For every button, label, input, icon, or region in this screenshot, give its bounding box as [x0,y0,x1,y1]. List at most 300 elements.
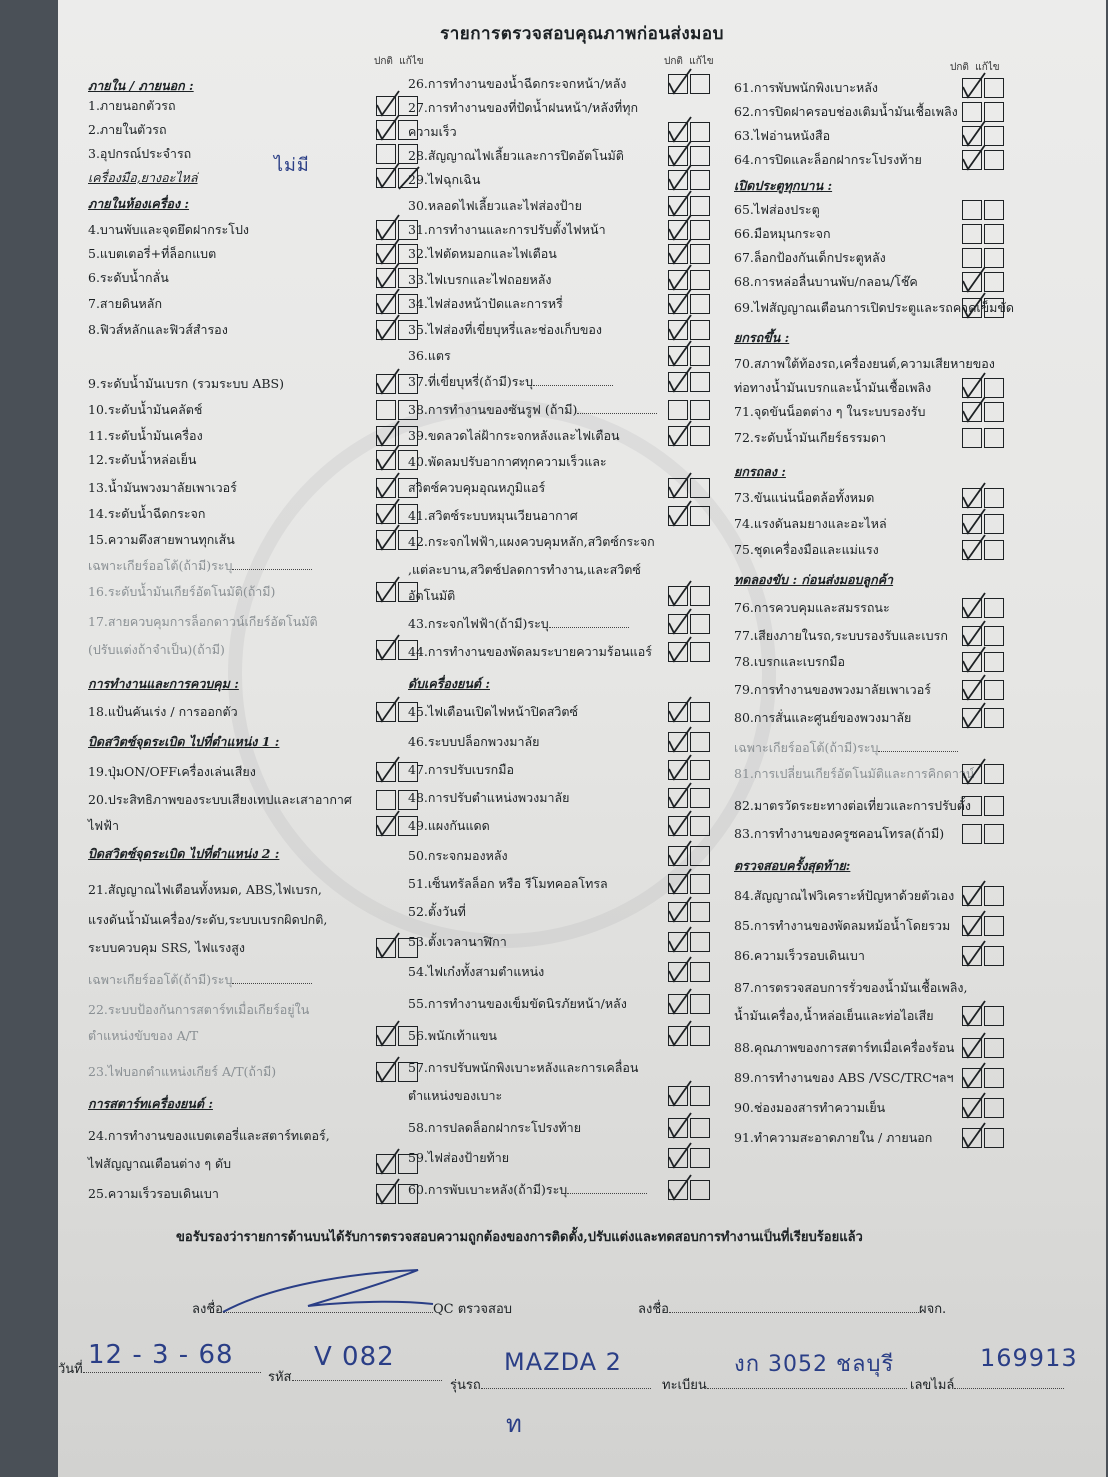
item-label: 61.การพับพนักพิงเบาะหลัง [734,80,878,95]
ok-checkbox[interactable] [668,506,688,526]
fix-checkbox[interactable] [984,224,1004,244]
ok-checkbox[interactable] [962,598,982,618]
section-heading [734,178,832,194]
ok-checkbox[interactable] [668,642,688,662]
fix-checkbox[interactable] [984,428,1004,448]
ok-checkbox[interactable] [962,428,982,448]
handwritten-date: 12 - 3 - 68 [88,1340,234,1370]
ok-checkbox[interactable] [962,652,982,672]
col2-header [664,54,714,69]
ok-fix-checkbox-pair [962,824,1006,844]
ok-checkbox[interactable] [376,640,396,660]
item-label: 37.ที่เขี่ยบุหรี่(ถ้ามี)ระบุ [408,374,534,389]
mileage-field[interactable] [954,1388,1064,1389]
fix-checkbox[interactable] [984,378,1004,398]
item-label: 34.ไฟส่องหน้าปัดและการหรี่ [408,296,563,311]
fix-checkbox[interactable] [690,1148,710,1168]
fix-checkbox[interactable] [984,626,1004,646]
ok-fix-checkbox-pair [962,224,1006,244]
ok-fix-checkbox-pair [962,200,1006,220]
item-label: บิดสวิตซ์จุดระเบิด ไปที่ตำแหน่ง 2 : [88,846,280,861]
ok-checkbox[interactable] [376,168,396,188]
checklist-item [408,100,638,116]
fix-checkbox[interactable] [690,702,710,722]
ok-checkbox[interactable] [668,372,688,392]
fix-checkbox[interactable] [690,788,710,808]
checklist-item [734,250,886,266]
ok-checkbox[interactable] [668,846,688,866]
date-field[interactable] [83,1372,261,1373]
ok-checkbox[interactable] [668,816,688,836]
handwritten-note: ไม่มี [274,155,310,176]
plate-label: ทะเบียน [662,1378,707,1393]
checklist-item [408,996,627,1012]
item-label: 1.ภายนอกตัวรถ [88,98,176,113]
fix-checkbox[interactable] [690,294,710,314]
ok-checkbox[interactable] [962,1098,982,1118]
checklist-item [408,454,607,470]
fix-checkbox[interactable] [690,400,710,420]
fix-checkbox[interactable] [690,932,710,952]
ok-checkbox[interactable] [376,478,396,498]
ok-checkbox[interactable] [962,886,982,906]
fix-checkbox[interactable] [984,272,1004,292]
ok-checkbox[interactable] [962,102,982,122]
specify-field[interactable] [232,983,312,984]
fix-checkbox[interactable] [984,946,1004,966]
checklist-item [88,792,352,808]
item-label: 56.พนักเท้าแขน [408,1028,497,1043]
checklist-item [88,940,245,956]
ok-checkbox[interactable] [668,760,688,780]
ok-checkbox[interactable] [668,702,688,722]
item-label: ภายในห้องเครื่อง : [88,196,190,211]
ok-checkbox[interactable] [962,1128,982,1148]
checklist-item [734,404,925,420]
fix-checkbox[interactable] [984,598,1004,618]
item-label: อัตโนมัติ [408,588,456,603]
ok-checkbox[interactable] [962,298,982,318]
item-label: 26.การทำงานของน้ำฉีดกระจกหน้า/หลัง [408,76,627,91]
qc-label: QC ตรวจสอบ [432,1302,513,1317]
ok-fix-checkbox-pair [668,732,712,752]
ok-checkbox[interactable] [668,902,688,922]
checklist-item [408,562,641,578]
item-label: 82.มาตรวัดระยะทางต่อเที่ยวและการปรับตั้ง [734,798,971,813]
item-label: 69.ไฟสัญญาณเตือนการเปิดประตูและรถคาดเข็มขัด [734,300,1015,315]
ok-checkbox[interactable] [962,150,982,170]
ok-checkbox[interactable] [962,488,982,508]
ok-checkbox[interactable] [668,478,688,498]
ok-checkbox[interactable] [962,126,982,146]
ok-fix-checkbox-pair [668,244,712,264]
fix-checkbox[interactable] [984,488,1004,508]
ok-fix-checkbox-pair [962,102,1006,122]
item-label: 2.ภายในตัวรถ [88,122,167,137]
ok-fix-checkbox-pair [668,294,712,314]
item-label: (ปรับแต่งถ้าจำเป็น)(ถ้ามี) [88,642,225,657]
fix-checkbox[interactable] [690,1026,710,1046]
fix-checkbox[interactable] [690,586,710,606]
fix-checkbox[interactable] [690,1118,710,1138]
item-label: ทดลองขับ : ก่อนส่งมอบลูกค้า [734,572,894,587]
checklist-item [408,480,545,496]
ok-checkbox[interactable] [376,244,396,264]
ok-checkbox[interactable] [376,762,396,782]
item-label: 70.สภาพใต้ท้องรถ,เครื่องยนต์,ความเสียหายของ [734,356,995,371]
ok-fix-checkbox-pair [962,428,1006,448]
ok-checkbox[interactable] [962,1038,982,1058]
item-label: 53.ตั้งเวลานาฬิกา [408,934,507,949]
ok-checkbox[interactable] [376,220,396,240]
fix-checkbox[interactable] [984,298,1004,318]
fix-checkbox[interactable] [690,642,710,662]
ok-checkbox[interactable] [376,144,396,164]
fix-checkbox[interactable] [690,962,710,982]
fix-checkbox[interactable] [984,796,1004,816]
fix-checkbox[interactable] [690,506,710,526]
ok-fix-checkbox-pair [962,248,1006,268]
ok-checkbox[interactable] [376,582,396,602]
ok-checkbox[interactable] [668,874,688,894]
checklist-item [408,904,466,920]
ok-checkbox[interactable] [668,586,688,606]
fix-checkbox[interactable] [690,1180,710,1200]
ok-checkbox[interactable] [962,680,982,700]
header-ok-label: ปกติ [664,56,683,67]
ok-checkbox[interactable] [962,764,982,784]
fix-checkbox[interactable] [690,270,710,290]
ok-checkbox[interactable] [668,74,688,94]
ok-checkbox[interactable] [376,938,396,958]
ok-fix-checkbox-pair [668,994,712,1014]
fix-checkbox[interactable] [690,372,710,392]
item-label: 18.แป้นคันเร่ง / การออกตัว [88,704,238,719]
item-label: 57.การปรับพนักพิงเบาะหลังและการเคลื่อน [408,1060,639,1075]
fix-checkbox[interactable] [690,614,710,634]
ok-checkbox[interactable] [962,378,982,398]
checklist-item [408,734,539,750]
ok-checkbox[interactable] [376,450,396,470]
item-label: 23.ไฟบอกตำแหน่งเกียร์ A/T(ถ้ามี) [88,1064,277,1079]
checklist-item [734,918,950,934]
ok-checkbox[interactable] [668,1026,688,1046]
specify-field[interactable] [577,413,657,414]
page-title: รายการตรวจสอบคุณภาพก่อนส่งมอบ [440,24,724,44]
fix-checkbox[interactable] [690,846,710,866]
checklist-item [734,682,931,698]
fix-checkbox[interactable] [690,1086,710,1106]
fix-checkbox[interactable] [984,708,1004,728]
ok-checkbox[interactable] [962,272,982,292]
checklist-item [408,1088,502,1104]
checklist-item [734,740,958,756]
ok-checkbox[interactable] [376,1026,396,1046]
fix-checkbox[interactable] [984,1006,1004,1026]
ok-fix-checkbox-pair [668,1026,712,1046]
fix-checkbox[interactable] [984,1038,1004,1058]
ok-checkbox[interactable] [668,932,688,952]
model-label: รุ่นรถ [450,1378,481,1393]
ok-checkbox[interactable] [668,294,688,314]
ok-checkbox[interactable] [376,530,396,550]
ok-checkbox[interactable] [376,120,396,140]
ok-checkbox[interactable] [376,400,396,420]
ok-checkbox[interactable] [376,426,396,446]
fix-checkbox[interactable] [690,244,710,264]
item-label: ตำแหน่งขับของ A/T [88,1028,199,1043]
ok-checkbox[interactable] [962,1006,982,1026]
ok-fix-checkbox-pair [962,78,1006,98]
ok-checkbox[interactable] [962,946,982,966]
fix-checkbox[interactable] [690,220,710,240]
checklist-item [408,172,480,188]
fix-checkbox[interactable] [984,150,1004,170]
ok-checkbox[interactable] [962,248,982,268]
fix-checkbox[interactable] [690,994,710,1014]
ok-checkbox[interactable] [668,170,688,190]
item-label: 72.ระดับน้ำมันเกียร์ธรรมดา [734,430,887,445]
ok-checkbox[interactable] [962,916,982,936]
fix-checkbox[interactable] [690,732,710,752]
item-label: 83.การทำงานของครูซคอนโทรล(ถ้ามี) [734,826,945,841]
item-label: เครื่องมือ,ยางอะไหล่ [88,170,198,185]
section-heading [88,846,279,862]
item-label: ท่อทางน้ำมันเบรกและน้ำมันเชื้อเพลิง [734,380,932,395]
checklist-item [88,614,318,630]
fix-checkbox[interactable] [690,816,710,836]
checklist-item [734,1070,954,1086]
ok-checkbox[interactable] [962,200,982,220]
ok-checkbox[interactable] [668,788,688,808]
ok-checkbox[interactable] [668,244,688,264]
fix-checkbox[interactable] [984,680,1004,700]
checklist-item [88,452,196,468]
ok-fix-checkbox-pair [962,378,1006,398]
checklist-item [734,766,974,782]
fix-checkbox[interactable] [690,320,710,340]
item-label: 63.ไฟอ่านหนังสือ [734,128,831,143]
ok-fix-checkbox-pair [668,1148,712,1168]
item-label: 89.การทำงานของ ABS /VSC/TRCฯลฯ [734,1070,954,1085]
ok-checkbox[interactable] [376,702,396,722]
specify-field[interactable] [232,569,312,570]
item-label: 32.ไฟตัดหมอกและไฟเตือน [408,246,557,261]
ok-checkbox[interactable] [962,708,982,728]
ok-fix-checkbox-pair [668,170,712,190]
fix-checkbox[interactable] [984,886,1004,906]
fix-checkbox[interactable] [690,902,710,922]
checklist-item [88,1002,309,1018]
ok-checkbox[interactable] [668,146,688,166]
fix-checkbox[interactable] [984,1128,1004,1148]
ok-checkbox[interactable] [376,268,396,288]
checklist-item [734,654,845,670]
checklist-item [88,912,327,928]
item-label: 71.จุดขันน็อตต่าง ๆ ในระบบรองรับ [734,404,926,419]
ok-checkbox[interactable] [376,320,396,340]
ok-checkbox[interactable] [376,96,396,116]
ok-fix-checkbox-pair [668,122,712,142]
ok-checkbox[interactable] [376,790,396,810]
item-label: 90.ช่องมองสารทำความเย็น [734,1100,886,1115]
fix-checkbox[interactable] [984,540,1004,560]
checklist-item [88,402,202,418]
ok-fix-checkbox-pair [668,478,712,498]
specify-field[interactable] [533,385,613,386]
checklist-item [408,198,582,214]
fix-checkbox[interactable] [984,514,1004,534]
item-label: 80.การสั่นและศูนย์ของพวงมาลัย [734,710,912,725]
fix-checkbox[interactable] [984,652,1004,672]
fix-checkbox[interactable] [984,200,1004,220]
item-label: 29.ไฟฉุกเฉิน [408,172,481,187]
ok-fix-checkbox-pair [668,400,712,420]
checklist-item [734,826,944,842]
manager-signature-field[interactable] [669,1312,919,1313]
fix-checkbox[interactable] [984,248,1004,268]
specify-field[interactable] [549,627,629,628]
ok-checkbox[interactable] [376,816,396,836]
header-ok-label: ปกติ [374,56,393,67]
ok-checkbox[interactable] [668,122,688,142]
checklist-item [734,628,948,644]
fix-checkbox[interactable] [984,764,1004,784]
fix-checkbox[interactable] [690,478,710,498]
ok-checkbox[interactable] [376,1154,396,1174]
ok-fix-checkbox-pair [668,902,712,922]
checklist-item [88,764,256,780]
fix-checkbox[interactable] [690,74,710,94]
item-label: 11.ระดับน้ำมันเครื่อง [88,428,203,443]
specify-field[interactable] [878,751,958,752]
fix-checkbox[interactable] [984,824,1004,844]
section-heading [88,196,189,212]
ok-checkbox[interactable] [962,824,982,844]
col1-header [374,54,424,69]
item-label: 9.ระดับน้ำมันเบรก (รวมระบบ ABS) [88,376,284,391]
fix-checkbox[interactable] [984,402,1004,422]
ok-fix-checkbox-pair [962,150,1006,170]
ok-checkbox[interactable] [668,1148,688,1168]
ok-checkbox[interactable] [376,294,396,314]
ok-checkbox[interactable] [668,1086,688,1106]
ok-checkbox[interactable] [668,962,688,982]
ok-checkbox[interactable] [962,402,982,422]
plate-field[interactable] [707,1388,907,1389]
checklist-item [88,506,205,522]
item-label: ยกรถลง : [734,464,786,479]
ok-checkbox[interactable] [376,504,396,524]
ok-checkbox[interactable] [668,614,688,634]
checklist-item [88,480,237,496]
item-label: 43.กระจกไฟฟ้า(ถ้ามี)ระบุ [408,616,549,631]
fix-checkbox[interactable] [690,346,710,366]
ok-checkbox[interactable] [962,514,982,534]
fix-checkbox[interactable] [690,426,710,446]
ok-checkbox[interactable] [962,540,982,560]
ok-checkbox[interactable] [668,426,688,446]
fix-checkbox[interactable] [984,78,1004,98]
fix-checkbox[interactable] [690,170,710,190]
checklist-item [734,356,995,372]
header-fix-label: แก้ไข [975,62,1000,73]
specify-field[interactable] [567,1193,647,1194]
fix-checkbox[interactable] [984,1068,1004,1088]
ok-checkbox[interactable] [668,1180,688,1200]
fix-checkbox[interactable] [690,874,710,894]
ok-checkbox[interactable] [668,346,688,366]
ok-checkbox[interactable] [376,374,396,394]
header-ok-label: ปกติ [950,62,969,73]
ok-checkbox[interactable] [668,400,688,420]
checklist-item [734,1008,934,1024]
code-field[interactable] [292,1380,442,1381]
checklist-item [88,222,249,238]
item-label: 12.ระดับน้ำหล่อเย็น [88,452,197,467]
checklist-item [88,818,119,834]
ok-checkbox[interactable] [962,224,982,244]
sign-label-2: ลงชื่อ [638,1302,669,1317]
fix-checkbox[interactable] [984,126,1004,146]
ok-checkbox[interactable] [376,1184,396,1204]
ok-fix-checkbox-pair [668,372,712,392]
ok-checkbox[interactable] [668,220,688,240]
item-label: 47.การปรับเบรกมือ [408,762,514,777]
model-field[interactable] [481,1388,651,1389]
fix-checkbox[interactable] [984,1098,1004,1118]
fix-checkbox[interactable] [690,122,710,142]
item-label: 55.การทำงานของเข็มขัดนิรภัยหน้า/หลัง [408,996,627,1011]
item-label: น้ำมันเครื่อง,น้ำหล่อเย็นและท่อไอเสีย [734,1008,934,1023]
ok-checkbox[interactable] [962,1068,982,1088]
ok-checkbox[interactable] [668,270,688,290]
checklist-item [734,128,830,144]
fix-checkbox[interactable] [984,102,1004,122]
item-label: 84.สัญญาณไฟวิเคราะห์ปัญหาด้วยตัวเอง [734,888,955,903]
ok-checkbox[interactable] [668,994,688,1014]
fix-checkbox[interactable] [984,916,1004,936]
ok-fix-checkbox-pair [668,506,712,526]
ok-checkbox[interactable] [668,196,688,216]
fix-checkbox[interactable] [690,146,710,166]
ok-checkbox[interactable] [668,732,688,752]
checklist-item [408,790,569,806]
checklist-item [88,98,176,114]
checklist-item [408,818,490,834]
checklist-item [734,710,911,726]
checklist-item [88,376,284,392]
checklist-item [734,798,971,814]
item-label: 58.การปลดล็อกฝากระโปรงท้าย [408,1120,582,1135]
ok-checkbox[interactable] [962,626,982,646]
ok-checkbox[interactable] [962,78,982,98]
ok-checkbox[interactable] [376,1062,396,1082]
model-row [450,1374,651,1395]
checklist-item [734,542,879,558]
fix-checkbox[interactable] [690,760,710,780]
item-label: 38.การทำงานของซันรูฟ (ถ้ามี) [408,402,578,417]
ok-checkbox[interactable] [962,796,982,816]
ok-checkbox[interactable] [668,1118,688,1138]
fix-checkbox[interactable] [690,196,710,216]
ok-fix-checkbox-pair [962,488,1006,508]
item-label: 81.การเปลี่ยนเกียร์อัตโนมัติและการคิกดาวน์ [734,766,975,781]
item-label: ตำแหน่งของเบาะ [408,1088,503,1103]
item-label: 42.กระจกไฟฟ้า,แผงควบคุมหลัก,สวิตซ์กระจก [408,534,655,549]
checklist-item [734,516,887,532]
ok-checkbox[interactable] [668,320,688,340]
